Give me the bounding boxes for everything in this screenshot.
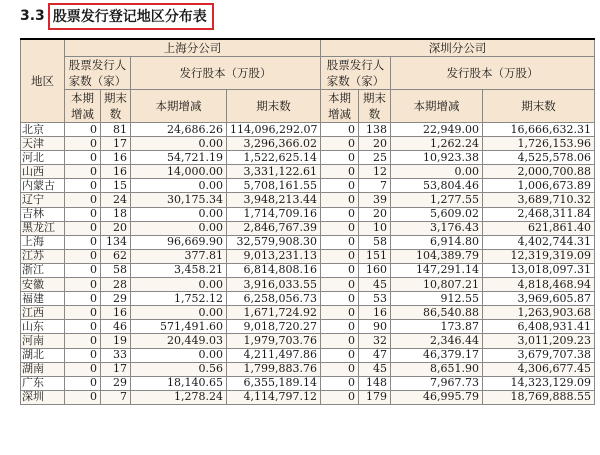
region-cell: 河南	[21, 334, 65, 348]
sh-capital-change-cell: 0.00	[131, 306, 227, 320]
region-cell: 安徽	[21, 278, 65, 292]
sz-issuers-change-cell: 0	[321, 249, 359, 263]
table-row	[21, 263, 595, 277]
sz-capital-change-cell: 173.87	[391, 320, 483, 334]
sh-capital-end-cell: 6,814,808.16	[227, 263, 321, 277]
sz-capital-change-cell: 46,995.79	[391, 390, 483, 404]
region-cell: 内蒙古	[21, 179, 65, 193]
region-cell: 广东	[21, 376, 65, 390]
sh-capital-end-cell: 3,916,033.55	[227, 278, 321, 292]
sh-issuers-change-cell: 0	[65, 306, 101, 320]
sh-issuers-end-cell: 46	[101, 320, 131, 334]
sz-issuers-end-cell: 39	[359, 193, 391, 207]
sz-capital-change-cell: 1,277.55	[391, 193, 483, 207]
region-cell: 上海	[21, 235, 65, 249]
sh-capital-change-cell: 0.56	[131, 362, 227, 376]
sh-capital-change-cell: 0.00	[131, 221, 227, 235]
sh-issuers-end-cell: 81	[101, 123, 131, 137]
sh-capital-change-cell: 0.00	[131, 348, 227, 362]
sh-issuers-change-cell: 0	[65, 123, 101, 137]
table-row	[21, 292, 595, 306]
sz-issuers-end-cell: 45	[359, 278, 391, 292]
table-row	[21, 249, 595, 263]
sz-capital-end-cell: 3,689,710.32	[483, 193, 595, 207]
sz-issuers-change-cell: 0	[321, 235, 359, 249]
sh-capital-end-cell: 6,258,056.73	[227, 292, 321, 306]
sz-capital-end-cell: 18,769,888.55	[483, 390, 595, 404]
section-heading	[20, 4, 214, 28]
sz-capital-end-cell: 2,468,311.84	[483, 207, 595, 221]
sz-issuers-change-cell: 0	[321, 390, 359, 404]
region-cell: 江苏	[21, 249, 65, 263]
sz-issuers-end-cell: 53	[359, 292, 391, 306]
sh-capital-change-cell: 571,491.60	[131, 320, 227, 334]
sz-issuers-change-cell: 0	[321, 151, 359, 165]
table-row	[21, 193, 595, 207]
table-row	[21, 179, 595, 193]
table-row	[21, 165, 595, 179]
sz-capital-end-cell: 6,408,931.41	[483, 320, 595, 334]
region-cell: 河北	[21, 151, 65, 165]
sh-issuers-end-cell: 7	[101, 390, 131, 404]
sh-capital-end-cell: 32,579,908.30	[227, 235, 321, 249]
sh-capital-change-cell: 0.00	[131, 179, 227, 193]
region-cell: 湖南	[21, 362, 65, 376]
sh-issuers-change-cell: 0	[65, 221, 101, 235]
sz-issuers-change-cell: 0	[321, 334, 359, 348]
section-title: 股票发行登记地区分布表	[48, 3, 214, 30]
sz-capital-end-cell: 3,011,209.23	[483, 334, 595, 348]
sh-capital-end-cell: 2,846,767.39	[227, 221, 321, 235]
sh-capital-end-cell: 3,296,366.02	[227, 137, 321, 151]
sz-issuers-end-cell: 148	[359, 376, 391, 390]
header-sh-issuers-change: 本期增减	[65, 90, 101, 123]
sh-issuers-change-cell: 0	[65, 278, 101, 292]
sh-capital-end-cell: 1,522,625.14	[227, 151, 321, 165]
sh-issuers-change-cell: 0	[65, 362, 101, 376]
sz-capital-change-cell: 10,807.21	[391, 278, 483, 292]
sz-capital-change-cell: 104,389.79	[391, 249, 483, 263]
sz-issuers-change-cell: 0	[321, 362, 359, 376]
sh-issuers-change-cell: 0	[65, 165, 101, 179]
sh-capital-end-cell: 1,671,724.92	[227, 306, 321, 320]
sh-issuers-end-cell: 19	[101, 334, 131, 348]
header-sz-capital: 发行股本（万股）	[391, 57, 595, 90]
sz-issuers-change-cell: 0	[321, 123, 359, 137]
sh-capital-change-cell: 1,278.24	[131, 390, 227, 404]
region-cell: 山西	[21, 165, 65, 179]
sh-capital-end-cell: 5,708,161.55	[227, 179, 321, 193]
sz-capital-change-cell: 2,346.44	[391, 334, 483, 348]
sh-capital-change-cell: 18,140.65	[131, 376, 227, 390]
sz-capital-end-cell: 14,323,129.09	[483, 376, 595, 390]
table-row	[21, 348, 595, 362]
sz-capital-change-cell: 5,609.02	[391, 207, 483, 221]
table-row	[21, 137, 595, 151]
header-shenzhen: 深圳分公司	[321, 39, 595, 57]
sz-capital-end-cell: 1,006,673.89	[483, 179, 595, 193]
table-row	[21, 151, 595, 165]
sh-issuers-end-cell: 29	[101, 376, 131, 390]
table-row	[21, 390, 595, 404]
sz-capital-end-cell: 4,818,468.94	[483, 278, 595, 292]
header-shanghai: 上海分公司	[65, 39, 321, 57]
sz-issuers-change-cell: 0	[321, 179, 359, 193]
header-sz-issuers-change: 本期增减	[321, 90, 359, 123]
sh-capital-end-cell: 1,714,709.16	[227, 207, 321, 221]
sh-issuers-end-cell: 17	[101, 362, 131, 376]
table-row	[21, 221, 595, 235]
sh-issuers-end-cell: 16	[101, 151, 131, 165]
table-row	[21, 306, 595, 320]
sz-capital-end-cell: 621,861.40	[483, 221, 595, 235]
sz-capital-change-cell: 22,949.00	[391, 123, 483, 137]
sh-issuers-change-cell: 0	[65, 179, 101, 193]
sz-issuers-end-cell: 20	[359, 207, 391, 221]
sz-capital-change-cell: 8,651.90	[391, 362, 483, 376]
sz-issuers-change-cell: 0	[321, 348, 359, 362]
sz-capital-change-cell: 912.55	[391, 292, 483, 306]
sz-issuers-end-cell: 151	[359, 249, 391, 263]
region-distribution-table	[20, 38, 595, 405]
sz-issuers-end-cell: 10	[359, 221, 391, 235]
sh-capital-change-cell: 96,669.90	[131, 235, 227, 249]
sh-issuers-change-cell: 0	[65, 207, 101, 221]
table-row	[21, 278, 595, 292]
sh-capital-change-cell: 1,752.12	[131, 292, 227, 306]
sh-capital-end-cell: 6,355,189.14	[227, 376, 321, 390]
sh-issuers-change-cell: 0	[65, 151, 101, 165]
table-row	[21, 123, 595, 137]
table-row	[21, 320, 595, 334]
header-sh-issuers: 股票发行人家数（家）	[65, 57, 131, 90]
sh-capital-end-cell: 3,331,122.61	[227, 165, 321, 179]
sh-issuers-change-cell: 0	[65, 193, 101, 207]
sh-issuers-change-cell: 0	[65, 334, 101, 348]
table-row	[21, 235, 595, 249]
sz-capital-change-cell: 147,291.14	[391, 263, 483, 277]
sh-issuers-end-cell: 18	[101, 207, 131, 221]
sz-capital-change-cell: 10,923.38	[391, 151, 483, 165]
sz-capital-change-cell: 46,379.17	[391, 348, 483, 362]
sh-issuers-end-cell: 15	[101, 179, 131, 193]
region-cell: 北京	[21, 123, 65, 137]
sz-issuers-end-cell: 32	[359, 334, 391, 348]
sz-capital-change-cell: 7,967.73	[391, 376, 483, 390]
sz-capital-end-cell: 1,263,903.68	[483, 306, 595, 320]
sz-issuers-end-cell: 160	[359, 263, 391, 277]
sh-capital-end-cell: 1,799,883.76	[227, 362, 321, 376]
sz-issuers-end-cell: 47	[359, 348, 391, 362]
sz-issuers-change-cell: 0	[321, 292, 359, 306]
sz-issuers-end-cell: 16	[359, 306, 391, 320]
sh-capital-change-cell: 54,721.19	[131, 151, 227, 165]
section-number: 3.3	[20, 8, 45, 24]
sz-capital-end-cell: 4,306,677.45	[483, 362, 595, 376]
sh-capital-end-cell: 1,979,703.76	[227, 334, 321, 348]
sh-issuers-change-cell: 0	[65, 320, 101, 334]
region-cell: 福建	[21, 292, 65, 306]
sz-issuers-change-cell: 0	[321, 376, 359, 390]
sz-issuers-change-cell: 0	[321, 193, 359, 207]
sh-issuers-end-cell: 33	[101, 348, 131, 362]
region-cell: 辽宁	[21, 193, 65, 207]
sz-capital-end-cell: 4,402,744.31	[483, 235, 595, 249]
sz-capital-change-cell: 6,914.80	[391, 235, 483, 249]
sz-capital-change-cell: 0.00	[391, 165, 483, 179]
region-cell: 浙江	[21, 263, 65, 277]
header-sz-issuers-end: 期末数	[359, 90, 391, 123]
sh-issuers-end-cell: 58	[101, 263, 131, 277]
header-sh-capital-end: 期末数	[227, 90, 321, 123]
sz-capital-end-cell: 3,969,605.87	[483, 292, 595, 306]
header-sh-capital-change: 本期增减	[131, 90, 227, 123]
sz-issuers-end-cell: 7	[359, 179, 391, 193]
sh-issuers-change-cell: 0	[65, 292, 101, 306]
sh-capital-change-cell: 14,000.00	[131, 165, 227, 179]
sh-capital-change-cell: 24,686.26	[131, 123, 227, 137]
sz-capital-end-cell: 16,666,632.31	[483, 123, 595, 137]
sz-capital-end-cell: 1,726,153.96	[483, 137, 595, 151]
sz-issuers-change-cell: 0	[321, 320, 359, 334]
sh-issuers-end-cell: 29	[101, 292, 131, 306]
sz-issuers-change-cell: 0	[321, 306, 359, 320]
sh-issuers-end-cell: 17	[101, 137, 131, 151]
sh-issuers-end-cell: 62	[101, 249, 131, 263]
sh-issuers-change-cell: 0	[65, 263, 101, 277]
region-cell: 江西	[21, 306, 65, 320]
sz-issuers-change-cell: 0	[321, 263, 359, 277]
sz-issuers-end-cell: 25	[359, 151, 391, 165]
sz-capital-change-cell: 3,176.43	[391, 221, 483, 235]
sh-capital-end-cell: 4,114,797.12	[227, 390, 321, 404]
sh-capital-change-cell: 0.00	[131, 207, 227, 221]
sz-issuers-end-cell: 58	[359, 235, 391, 249]
header-sh-capital: 发行股本（万股）	[131, 57, 321, 90]
header-sz-capital-change: 本期增减	[391, 90, 483, 123]
header-sz-capital-end: 期末数	[483, 90, 595, 123]
sh-issuers-end-cell: 134	[101, 235, 131, 249]
sz-issuers-end-cell: 179	[359, 390, 391, 404]
sz-issuers-end-cell: 45	[359, 362, 391, 376]
sz-issuers-end-cell: 138	[359, 123, 391, 137]
sh-capital-change-cell: 0.00	[131, 278, 227, 292]
region-cell: 湖北	[21, 348, 65, 362]
sh-capital-end-cell: 4,211,497.86	[227, 348, 321, 362]
table-row	[21, 376, 595, 390]
sh-issuers-change-cell: 0	[65, 137, 101, 151]
sh-capital-change-cell: 20,449.03	[131, 334, 227, 348]
sz-issuers-change-cell: 0	[321, 278, 359, 292]
region-cell: 深圳	[21, 390, 65, 404]
sz-issuers-end-cell: 12	[359, 165, 391, 179]
sz-issuers-end-cell: 90	[359, 320, 391, 334]
sh-capital-change-cell: 3,458.21	[131, 263, 227, 277]
sh-capital-end-cell: 9,013,231.13	[227, 249, 321, 263]
sz-issuers-change-cell: 0	[321, 207, 359, 221]
sz-issuers-change-cell: 0	[321, 165, 359, 179]
table-row	[21, 334, 595, 348]
sh-capital-change-cell: 30,175.34	[131, 193, 227, 207]
region-cell: 吉林	[21, 207, 65, 221]
table-row	[21, 207, 595, 221]
sh-issuers-change-cell: 0	[65, 249, 101, 263]
sh-issuers-change-cell: 0	[65, 348, 101, 362]
sz-issuers-end-cell: 20	[359, 137, 391, 151]
sz-capital-change-cell: 53,804.46	[391, 179, 483, 193]
sh-issuers-end-cell: 16	[101, 165, 131, 179]
header-sh-issuers-end: 期末数	[101, 90, 131, 123]
header-region: 地区	[21, 39, 65, 123]
sh-issuers-change-cell: 0	[65, 376, 101, 390]
header-sz-issuers: 股票发行人家数（家）	[321, 57, 391, 90]
sz-capital-change-cell: 86,540.88	[391, 306, 483, 320]
region-cell: 山东	[21, 320, 65, 334]
region-cell: 黑龙江	[21, 221, 65, 235]
sz-capital-end-cell: 13,018,097.31	[483, 263, 595, 277]
table-row	[21, 362, 595, 376]
sz-issuers-change-cell: 0	[321, 137, 359, 151]
sh-capital-change-cell: 377.81	[131, 249, 227, 263]
sh-capital-end-cell: 114,096,292.07	[227, 123, 321, 137]
sz-issuers-change-cell: 0	[321, 221, 359, 235]
sh-issuers-end-cell: 20	[101, 221, 131, 235]
sz-capital-end-cell: 4,525,578.06	[483, 151, 595, 165]
sh-issuers-change-cell: 0	[65, 235, 101, 249]
sz-capital-change-cell: 1,262.24	[391, 137, 483, 151]
sz-capital-end-cell: 2,000,700.88	[483, 165, 595, 179]
sh-issuers-change-cell: 0	[65, 390, 101, 404]
sh-issuers-end-cell: 24	[101, 193, 131, 207]
sz-capital-end-cell: 12,319,319.09	[483, 249, 595, 263]
sh-capital-end-cell: 3,948,213.44	[227, 193, 321, 207]
sh-capital-change-cell: 0.00	[131, 137, 227, 151]
sh-issuers-end-cell: 28	[101, 278, 131, 292]
sz-capital-end-cell: 3,679,707.38	[483, 348, 595, 362]
sh-capital-end-cell: 9,018,720.27	[227, 320, 321, 334]
region-cell: 天津	[21, 137, 65, 151]
sh-issuers-end-cell: 16	[101, 306, 131, 320]
